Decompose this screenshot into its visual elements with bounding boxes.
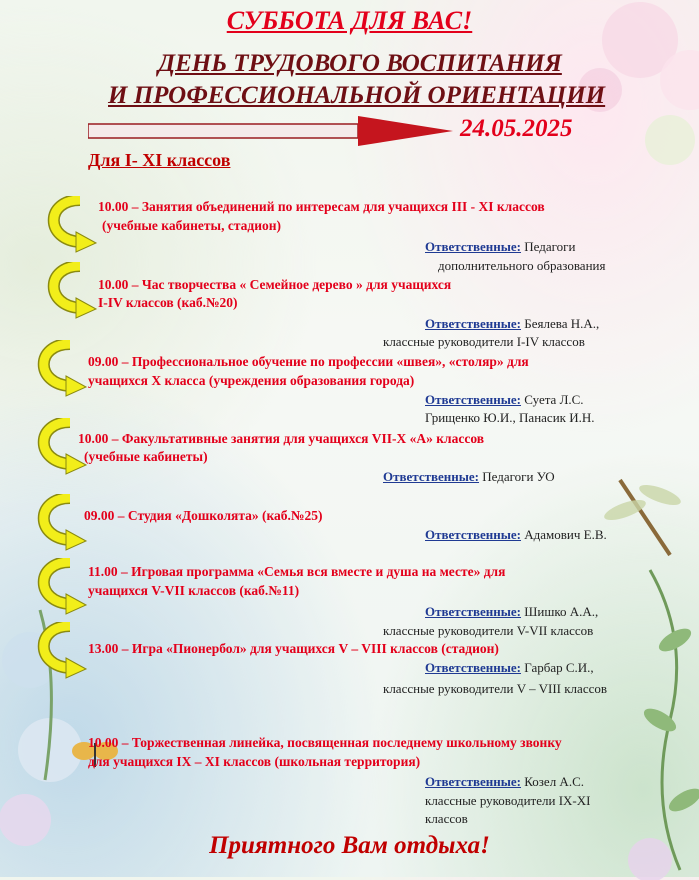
dragonfly-icon [600, 470, 690, 560]
event-8-responsible-2: классные руководители IX-XI [425, 793, 591, 808]
responsible-label: Ответственные: [425, 316, 522, 331]
curved-arrow-icon [30, 558, 88, 616]
event-4-location: (учебные кабинеты) [84, 449, 208, 464]
curved-arrow-icon [40, 196, 98, 254]
event-6-responsible-2: классные руководители V-VII классов [383, 623, 594, 638]
event-6-title: 11.00 – Игровая программа «Семья вся вместе и душа на месте» для [88, 564, 506, 579]
page-title: СУББОТА ДЛЯ ВАС! [226, 6, 473, 35]
event-date: 24.05.2025 [460, 115, 573, 142]
event-2-responsible-2: классные руководители I-IV классов [383, 334, 585, 349]
audience-subtitle: Для I- XI классов [88, 150, 231, 170]
event-8-title: 10.00 – Торжественная линейка, посвященная последнему школьному звонку [88, 735, 562, 750]
event-3-location: учащихся X класса (учреждения образования города) [88, 373, 415, 388]
event-1-responsible-2: дополнительного образования [438, 258, 606, 273]
responsible-label: Ответственные: [383, 469, 480, 484]
title-line-3: И ПРОФЕССИОНАЛЬНОЙ ОРИЕНТАЦИИ [108, 82, 606, 109]
curved-arrow-icon [30, 622, 88, 680]
event-2-location: I-IV классов (каб.№20) [98, 295, 238, 310]
event-7-title: 13.00 – Игра «Пионербол» для учащихся V – VIII классов (стадион) [88, 641, 499, 656]
responsible-label: Ответственные: [425, 392, 522, 407]
event-2-responsible: Ответственные: Беялева Н.А., [425, 316, 600, 331]
event-4-title: 10.00 – Факультативные занятия для учащихся VII-X «А» классов [78, 431, 485, 446]
curved-arrow-icon [30, 340, 88, 398]
event-6-responsible: Ответственные: Шишко А.А., [425, 604, 599, 619]
event-5-title: 09.00 – Студия «Дошколята» (каб.№25) [84, 508, 323, 523]
responsible-label: Ответственные: [425, 604, 522, 619]
responsible-label: Ответственные: [425, 660, 522, 675]
event-1-responsible: Ответственные: Педагоги [425, 239, 576, 254]
event-1-location: (учебные кабинеты, стадион) [102, 218, 282, 233]
event-4-responsible: Ответственные: Педагоги УО [383, 469, 555, 484]
event-8-responsible: Ответственные: Козел А.С. [425, 774, 584, 789]
event-5-responsible: Ответственные: Адамович Е.В. [425, 527, 607, 542]
event-3-responsible: Ответственные: Суета Л.С. [425, 392, 584, 407]
curved-arrow-icon [40, 262, 98, 320]
title-line-2: ДЕНЬ ТРУДОВОГО ВОСПИТАНИЯ [158, 50, 562, 77]
event-3-responsible-2: Грищенко Ю.И., Панасик И.Н. [425, 410, 595, 425]
header-arrow-icon [88, 116, 458, 146]
event-3-title: 09.00 – Профессиональное обучение по профессии «швея», «столяр» для [88, 354, 529, 369]
event-8-responsible-3: классов [425, 811, 468, 826]
event-2-title: 10.00 – Час творчества « Семейное дерево » для учащихся [98, 277, 452, 292]
responsible-label: Ответственные: [425, 239, 522, 254]
curved-arrow-icon [30, 494, 88, 552]
responsible-label: Ответственные: [425, 527, 522, 542]
event-8-location: для учащихся IX – XI классов (школьная территория) [88, 754, 421, 769]
event-1-title: 10.00 – Занятия объединений по интересам для учащихся III - XI классов [98, 199, 545, 214]
footer-message: Приятного Вам отдыха! [209, 832, 490, 859]
event-7-responsible: Ответственные: Гарбар С.И., [425, 660, 594, 675]
responsible-label: Ответственные: [425, 774, 522, 789]
event-7-responsible-2: классные руководители V – VIII классов [383, 681, 607, 696]
event-6-location: учащихся V-VII классов (каб.№11) [88, 583, 300, 598]
